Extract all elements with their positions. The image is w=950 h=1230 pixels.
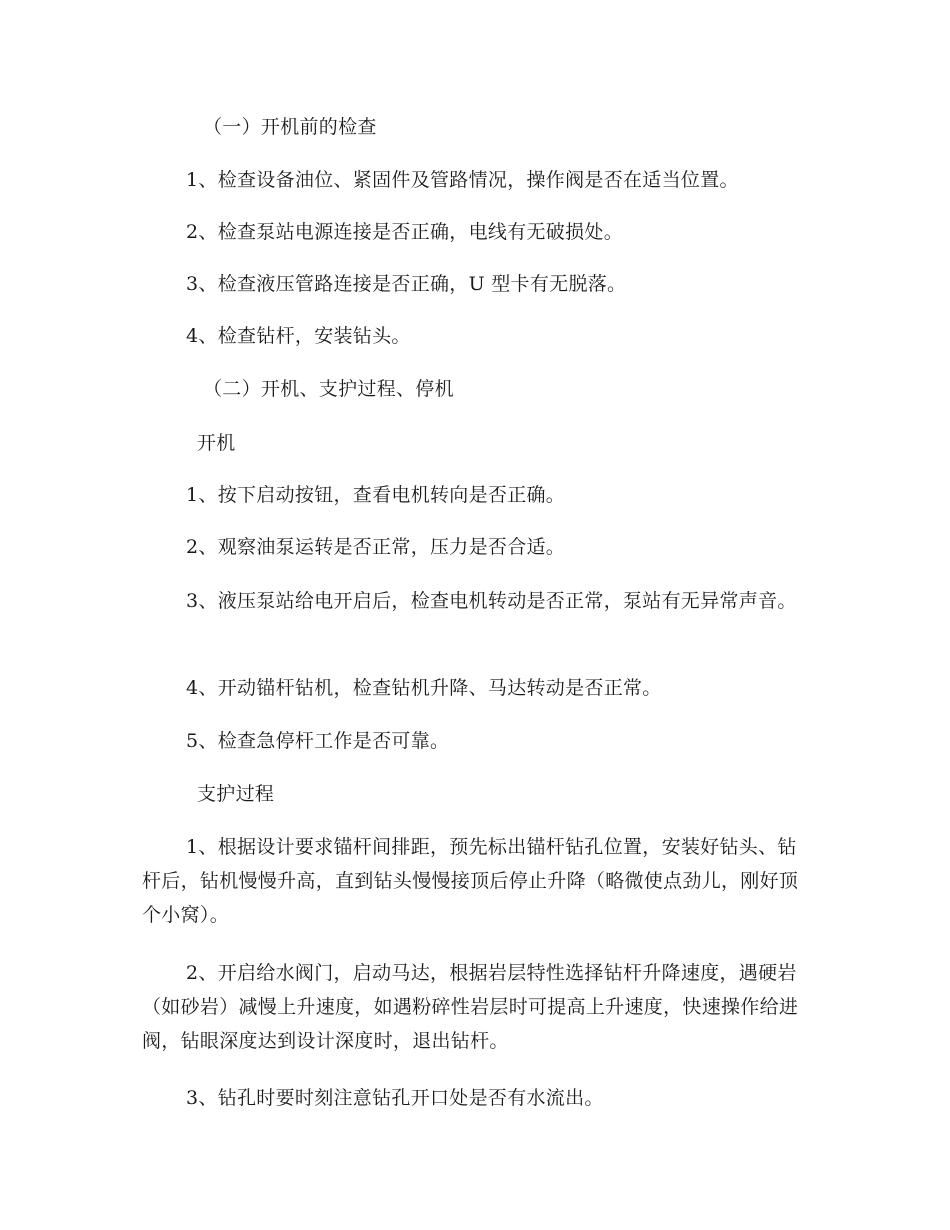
startup-item-1: 1、按下启动按钮，查看电机转向是否正确。 (186, 484, 566, 506)
check-item-3: 3、检查液压管路连接是否正确，U 型卡有无脱落。 (186, 273, 627, 295)
startup-item-2: 2、观察油泵运转是否正常，压力是否合适。 (186, 536, 566, 558)
support-item-3: 3、钻孔时要时刻注意钻孔开口处是否有水流出。 (186, 1087, 604, 1109)
check-item-4: 4、检查钻杆，安装钻头。 (186, 325, 411, 347)
support-item-2: 2、开启给水阀门，启动马达，根据岩层特性选择钻杆升降速度，遇硬岩（如砂岩）减慢上升速度，如遇粉碎性岩层时可提高上升速度，快速操作给进阀，钻眼深度达到设计深度时，退出钻杆。 (142, 962, 799, 1052)
section2-heading: （二）开机、支护过程、停机 (203, 378, 454, 400)
startup-item-4: 4、开动锚杆钻机，检查钻机升降、马达转动是否正常。 (186, 677, 662, 699)
section1-heading: （一）开机前的检查 (203, 116, 377, 138)
startup-item-5: 5、检查急停杆工作是否可靠。 (186, 730, 450, 752)
startup-item-3: 3、液压泵站给电开启后，检查电机转动是否正常，泵站有无异常声音。 (186, 590, 797, 612)
support-item-1: 1、根据设计要求锚杆间排距，预先标出锚杆钻孔位置，安装好钻头、钻杆后，钻机慢慢升高，直到钻头慢慢接顶后停止升降（略微使点劲儿，刚好顶个小窝）。 (142, 836, 799, 926)
check-item-1: 1、检查设备油位、紧固件及管路情况，操作阀是否在适当位置。 (186, 169, 739, 191)
support-heading: 支护过程 (197, 783, 275, 805)
check-item-2: 2、检查泵站电源连接是否正确，电线有无破损处。 (186, 221, 623, 243)
startup-heading: 开机 (197, 432, 236, 454)
